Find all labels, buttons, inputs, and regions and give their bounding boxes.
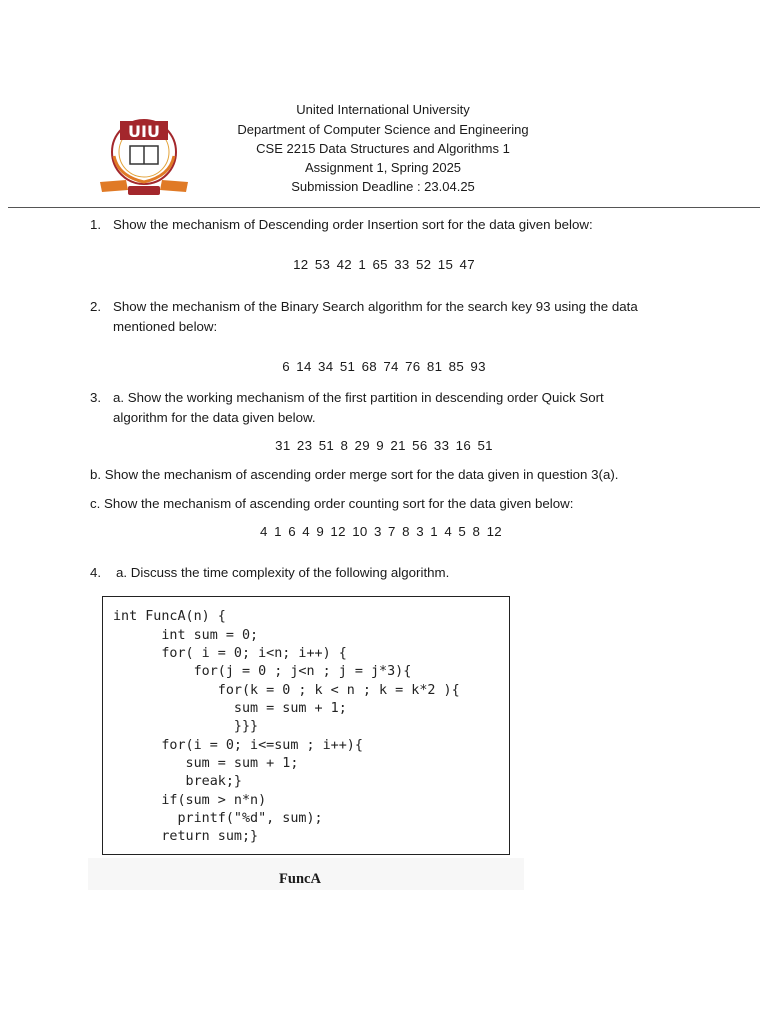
university-logo	[98, 116, 190, 200]
question-number: 2.	[90, 299, 102, 314]
code-line: }}}	[113, 719, 259, 734]
code-line: int sum = 0;	[113, 628, 259, 643]
question-3c: c. Show the mechanism of ascending order counting sort for the data given below:	[90, 496, 574, 511]
logo-text: UIU	[128, 122, 160, 141]
code-line: return sum;}	[113, 829, 259, 844]
question-text: Show the mechanism of Descending order Insertion sort for the data given below:	[113, 217, 593, 232]
question-text-line2: algorithm for the data given below.	[113, 410, 316, 425]
course-title: CSE 2215 Data Structures and Algorithms 1	[256, 141, 510, 156]
question-number: 1.	[90, 217, 102, 232]
question-3-data: 31 23 51 8 29 9 21 56 33 16 51	[275, 438, 493, 453]
question-text-line2: mentioned below:	[113, 319, 218, 334]
header-divider	[8, 207, 760, 208]
code-line: for(j = 0 ; j<n ; j = j*3){	[113, 664, 412, 679]
assignment-title: Assignment 1, Spring 2025	[304, 160, 462, 175]
question-text-line1: a. Show the working mechanism of the first partition in descending order Quick Sort	[113, 390, 604, 405]
question-number: 3.	[90, 390, 102, 405]
question-2-data: 6 14 34 51 68 74 76 81 85 93	[282, 359, 486, 374]
university-name: United International University	[296, 102, 470, 117]
code-line: for(i = 0; i<=sum ; i++){	[113, 738, 363, 753]
code-line: sum = sum + 1;	[113, 756, 299, 771]
department-name: Department of Computer Science and Engineering	[237, 122, 529, 137]
question-number: 4.	[90, 565, 102, 580]
code-line: sum = sum + 1;	[113, 701, 347, 716]
question-1-data: 12 53 42 1 65 33 52 15 47	[293, 257, 475, 272]
code-line: for( i = 0; i<n; i++) {	[113, 646, 347, 661]
question-text: a. Discuss the time complexity of the following algorithm.	[116, 565, 450, 580]
submission-deadline: Submission Deadline : 23.04.25	[291, 179, 475, 194]
code-line: if(sum > n*n)	[113, 793, 267, 808]
question-3c-data: 4 1 6 4 9 12 10 3 7 8 3 1 4 5 8 12	[260, 524, 502, 539]
code-line: int FuncA(n) {	[113, 609, 226, 624]
question-3b: b. Show the mechanism of ascending order merge sort for the data given in question 3(a).	[90, 467, 619, 482]
question-text-line1: Show the mechanism of the Binary Search algorithm for the search key 93 using the data	[113, 299, 638, 314]
code-line: break;}	[113, 774, 242, 789]
code-line: printf("%d", sum);	[113, 811, 323, 826]
figure-caption: FuncA	[279, 871, 321, 887]
code-line: for(k = 0 ; k < n ; k = k*2 ){	[113, 683, 460, 698]
